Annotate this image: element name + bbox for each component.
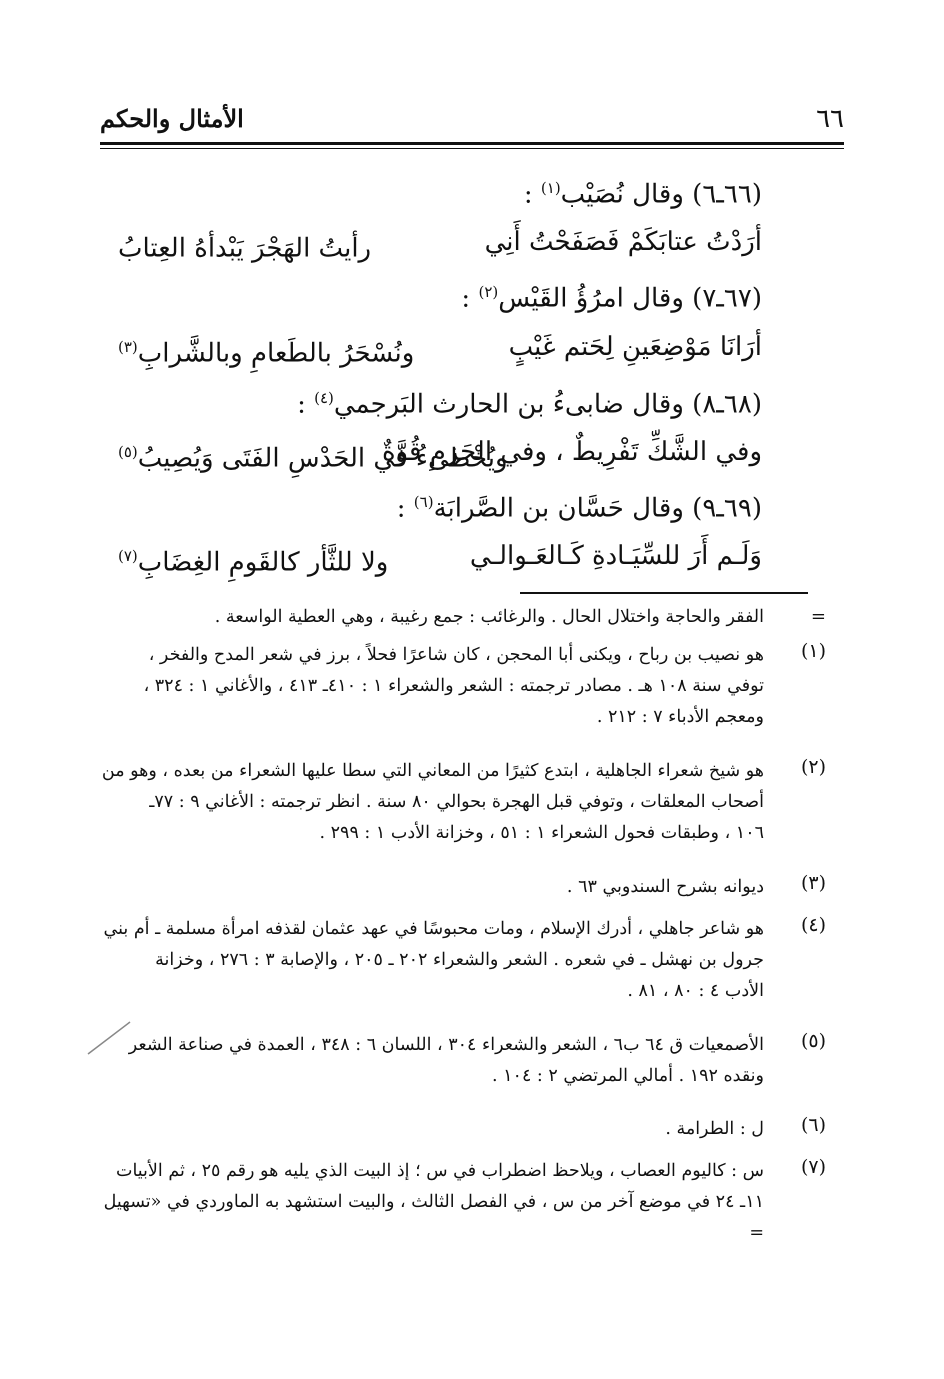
footnote-separator (520, 592, 808, 594)
footnote-4: هو شاعر جاهلي ، أدرك الإسلام ، ومات محبوسًا في عهد عثمان لقذفه امرأة مسلمة ـ أم بني جرول بن نهشل ـ في شعره . الشعر والشعراء ٢٠٢ ـ ٢٠٥ ، والإصابة ٣ : ٢٧٦ ، وخزانة الأدب ٤ : ٨٠ ، ٨١ . (103, 919, 764, 1001)
hemistich-first: وفي الشَّكِّ تَفْرِيطٌ ، وفي الحَزمِ قُوَّةٌ (381, 437, 762, 467)
footnote-number: (٧) (800, 1156, 826, 1178)
hemistich-second: ويُخْطىءُ في الحَدْسِ الفَتَى وَيُصِيبُ$^{(٥)}$ (118, 443, 508, 474)
footnote-number: (٥) (800, 1030, 826, 1052)
footnote-number: (٢) (800, 756, 826, 778)
running-title: الأمثال والحكم (100, 104, 244, 133)
footnote-number: (٤) (800, 914, 826, 936)
footnote-number: (٣) (800, 872, 826, 894)
header-rule-thick (100, 142, 844, 145)
verse-line (118, 222, 762, 262)
footnote-ref: (٢) (478, 283, 499, 301)
footnote-7: س : كاليوم العصاب ، ويلاحظ اضطراب في س ؛ إذ البيت الذي يليه هو رقم ٢٥ ، ثم الأبيات ١١ـ ٢٤ في موضع آخر من س ، في الفصل الثالث ، والبيت استشهد به الماوردي في «تسهيل = (103, 1161, 764, 1243)
verse-line (118, 432, 762, 472)
hemistich-first: أرَانَا مَوْضِعَينِ لِحَتم غَيْبٍ (508, 332, 762, 362)
pen-mark-icon (86, 1020, 132, 1056)
entry-heading: (٦٦ـ٦) وقال نُصَيْب$^{(١)}$ : (523, 179, 762, 210)
footnote-number: (٦) (800, 1114, 826, 1136)
hemistich-second: رأيتُ الهَجْرَ يَبْدأهُ العِتابُ (118, 233, 372, 264)
entry-heading: (٦٧ـ٧) وقال امرُؤُ القَيْس$^{(٢)}$ : (461, 283, 762, 314)
footnote-6: ل : الطرامة . (665, 1119, 764, 1139)
footnote-ref: (٥) (118, 443, 138, 461)
footnote-ref: (٤) (314, 389, 334, 407)
footnote-2: هو شيخ شعراء الجاهلية ، ابتدع كثيرًا من المعاني التي سطا عليها الشعراء من بعده ، وهو من أصحاب المعلقات ، وتوفي قبل الهجرة بحوالي ٨٠ سنة . انظر ترجمته : الأغاني ٩ : ٧٧ـ ١٠٦ ، وطبقات فحول الشعراء ١ : ٥١ ، وخزانة الأدب ١ : ٢٩٩ . (101, 761, 764, 843)
footnote-1: هو نصيب بن رباح ، ويكنى أبا المحجن ، كان شاعرًا فحلاً ، برز في شعر المدح والفخر ، توفي سنة ١٠٨ هـ . مصادر ترجمته : الشعر والشعراء ١ : ٤١٠ـ ٤١٣ ، والأغاني ١ : ٣٢٤ ، ومعجم الأدباء ٧ : ٢١٢ . (143, 645, 764, 727)
hemistich-second: ولا للثَّأر كالقَومِ الغِضَابِ$^{(٧)}$ (118, 547, 389, 578)
verse-line (118, 536, 762, 576)
page-header (100, 96, 844, 136)
footnote-number: (١) (800, 640, 826, 662)
continuation-mark: = (810, 606, 826, 627)
entry-heading: (٦٩ـ٩) وقال حَسَّان بن الصَّرابَة$^{(٦)}$ : (396, 493, 762, 524)
verse-line (118, 327, 762, 367)
footnote-continuation: الفقر والحاجة واختلال الحال . والرغائب : جمع رغيبة ، وهي العطية الواسعة . (214, 607, 764, 627)
entry-heading: (٦٨ـ٨) وقال ضابىءُ بن الحارث البَرجمي$^{(٤)}$ : (297, 389, 762, 420)
footnote-5: الأصمعيات ق ٦٤ ب٦ ، الشعر والشعراء ٣٠٤ ، اللسان ٦ : ٣٤٨ ، العمدة في صناعة الشعر ونقده ١٩٢ . أمالي المرتضي ٢ : ١٠٤ . (128, 1035, 764, 1086)
header-rule-thin (100, 148, 844, 149)
hemistich-first: أرَدْتُ عتابَكَمْ فَصَفَحْتُ أَنِي (484, 227, 762, 257)
page-number: ٦٦ (816, 104, 844, 134)
footnote-ref: (٣) (118, 338, 138, 356)
footnote-ref: (١) (540, 179, 561, 197)
hemistich-first: وَلَـم أَرَ للسِّيَـادةِ كَـالعَـوالـي (469, 541, 762, 571)
footnote-ref: (٦) (413, 493, 434, 511)
footnote-3: ديوانه بشرح السندوبي ٦٣ . (566, 877, 764, 897)
hemistich-second: ونُسْحَرُ بالطَعامِ وبالشَّرابِ$^{(٣)}$ (118, 338, 415, 369)
footnote-ref: (٧) (118, 547, 138, 565)
